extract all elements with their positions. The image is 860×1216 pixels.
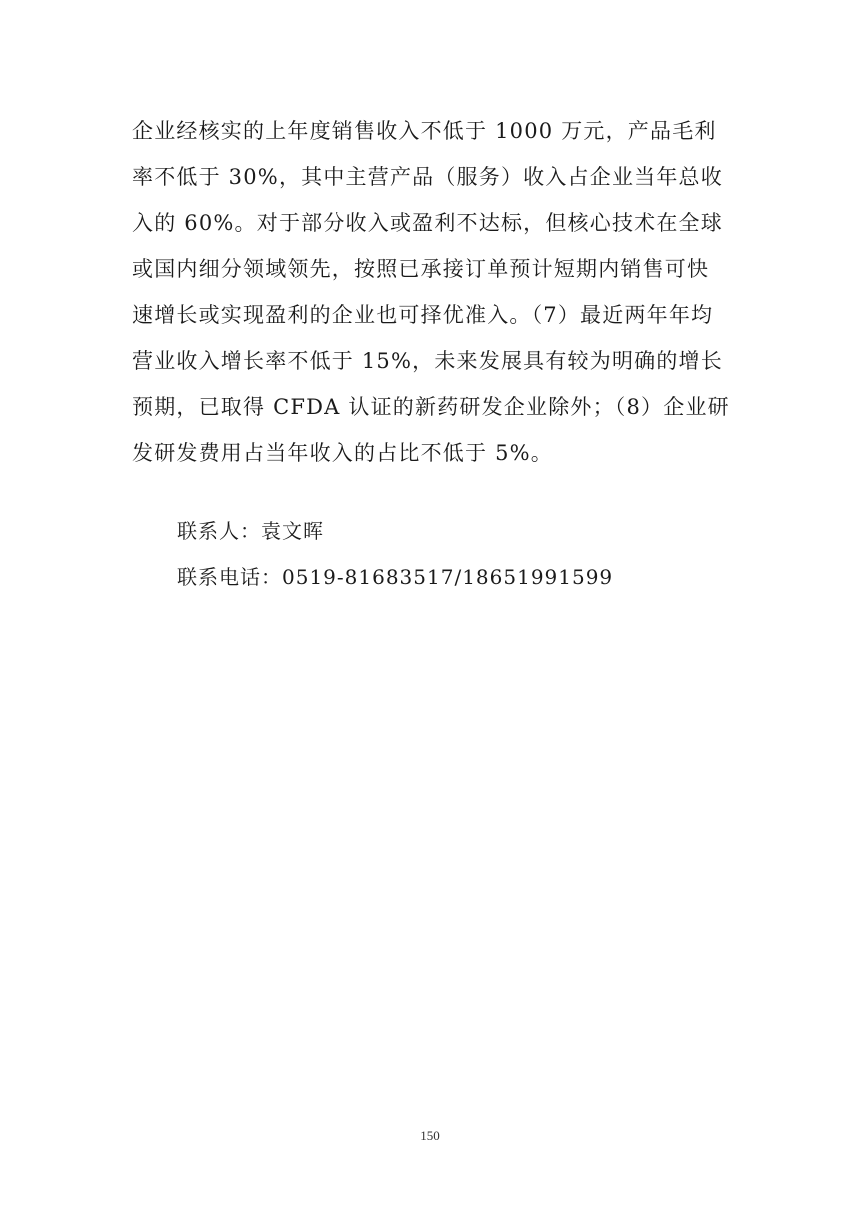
- paragraph-line: 速增长或实现盈利的企业也可择优准入。（7）最近两年年均: [132, 303, 714, 327]
- contact-phone: 联系电话：0519-81683517/18651991599: [177, 565, 614, 589]
- paragraph-line: 或国内细分领域领先，按照已承接订单预计短期内销售可快: [132, 257, 710, 281]
- paragraph-line: 营业收入增长率不低于 15%，未来发展具有较为明确的增长: [132, 349, 723, 373]
- paragraph-line: 发研发费用占当年收入的占比不低于 5%。: [132, 441, 553, 465]
- contact-person: 联系人：袁文晖: [177, 519, 324, 543]
- contact-block: [177, 508, 737, 600]
- paragraph-line: 企业经核实的上年度销售收入不低于 1000 万元，产品毛利: [132, 119, 717, 143]
- page-number: 150: [420, 1128, 440, 1143]
- paragraph-line: 率不低于 30%，其中主营产品（服务）收入占企业当年总收: [132, 165, 723, 189]
- body-paragraph: [132, 108, 752, 476]
- paragraph-line: 入的 60%。对于部分收入或盈利不达标，但核心技术在全球: [132, 211, 723, 235]
- paragraph-line: 预期，已取得 CFDA 认证的新药研发企业除外；（8）企业研: [132, 395, 730, 419]
